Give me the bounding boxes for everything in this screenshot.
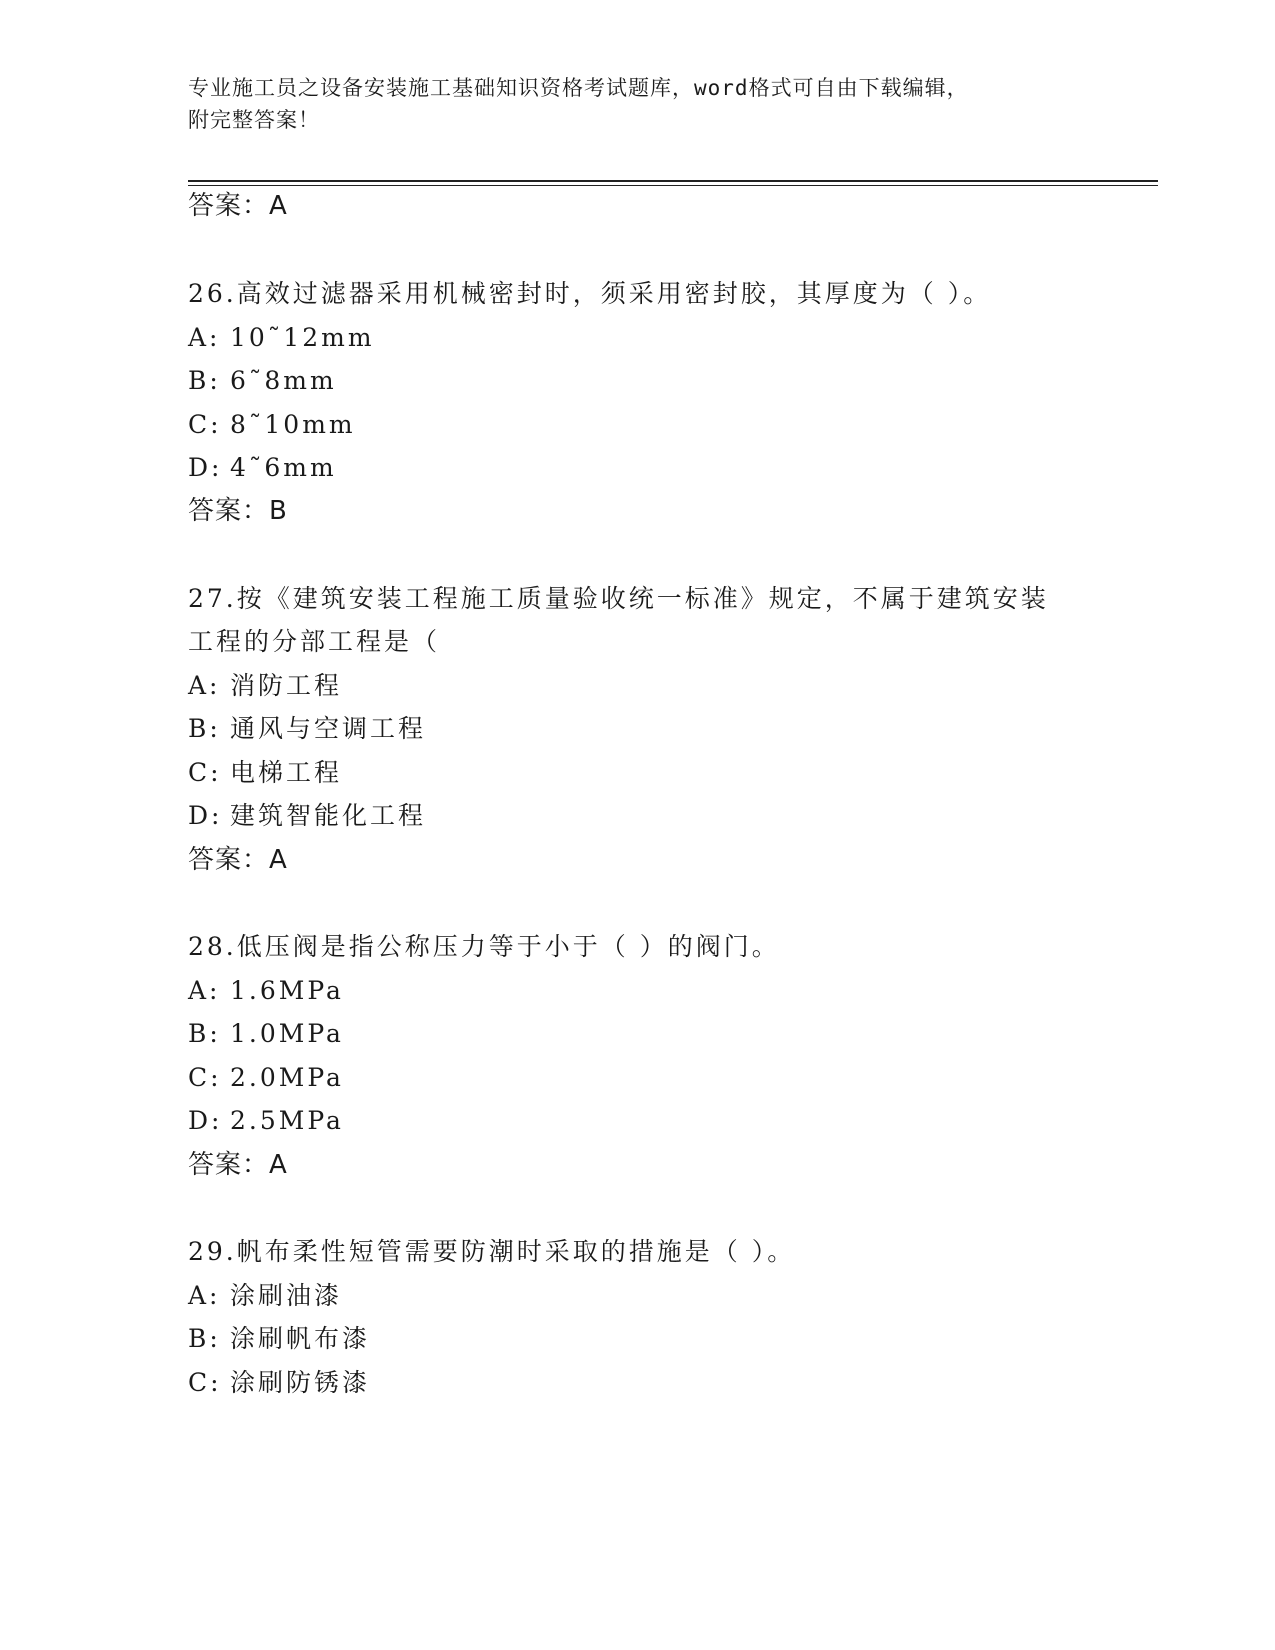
question-28-answer — [188, 1147, 288, 1183]
header-divider-thick — [188, 180, 1158, 182]
question-number: 26. — [188, 279, 237, 308]
question-number: 29. — [188, 1237, 237, 1266]
question-stem: 帆布柔性短管需要防潮时采取的措施是（ ）。 — [236, 1237, 796, 1266]
question-stem: 按《建筑安装工程施工质量验收统一标准》规定，不属于建筑安装 — [236, 584, 1049, 613]
question-27-stem-cont — [188, 624, 440, 660]
question-27-option-a — [188, 668, 342, 704]
option-text: 通风与空调工程 — [230, 714, 427, 743]
answer-value: B — [269, 496, 288, 526]
option-text: 10˜12mm — [230, 323, 375, 352]
question-number: 28. — [188, 932, 237, 961]
question-28-option-d — [188, 1103, 344, 1139]
option-key: D: — [188, 1106, 223, 1135]
question-26-option-b — [188, 363, 337, 399]
option-text: 消防工程 — [230, 671, 343, 700]
header-line-2: 附完整答案！ — [188, 108, 320, 132]
answer-label: 答案： — [188, 845, 270, 875]
option-key: C: — [188, 1063, 222, 1092]
question-27-option-d — [188, 798, 426, 834]
question-27-answer — [188, 842, 288, 878]
question-28-option-c — [188, 1060, 344, 1096]
option-text: 涂刷帆布漆 — [230, 1324, 371, 1353]
option-text: 建筑智能化工程 — [230, 801, 427, 830]
question-26-option-c — [188, 407, 356, 443]
option-key: B: — [188, 1019, 221, 1048]
option-text: 8˜10mm — [230, 410, 356, 439]
option-key: C: — [188, 1368, 222, 1397]
option-text: 4˜6mm — [230, 453, 337, 482]
option-key: D: — [188, 453, 223, 482]
question-27-option-c — [188, 755, 342, 791]
option-key: D: — [188, 801, 223, 830]
question-stem: 高效过滤器采用机械密封时，须采用密封胶，其厚度为（ ）。 — [236, 279, 992, 308]
question-26-option-a — [188, 320, 375, 356]
option-text: 6˜8mm — [230, 366, 337, 395]
document-header — [188, 72, 1088, 136]
option-text: 2.5MPa — [230, 1106, 344, 1135]
question-28-stem — [188, 929, 780, 965]
option-text: 1.0MPa — [230, 1019, 344, 1048]
option-key: A: — [188, 671, 221, 700]
option-key: C: — [188, 410, 222, 439]
answer-label: 答案： — [188, 1150, 270, 1180]
question-number: 27. — [188, 584, 237, 613]
option-key: A: — [188, 976, 221, 1005]
option-key: C: — [188, 758, 222, 787]
answer-label: 答案： — [188, 191, 270, 221]
question-26-option-d — [188, 450, 337, 486]
option-text: 2.0MPa — [230, 1063, 344, 1092]
question-stem: 低压阀是指公称压力等于小于（ ）的阀门。 — [236, 932, 780, 961]
question-26-answer — [188, 493, 288, 529]
question-stem: 工程的分部工程是（ — [188, 627, 441, 656]
answer-value: A — [269, 1150, 288, 1180]
question-29-option-a — [188, 1278, 342, 1314]
question-29-option-b — [188, 1321, 370, 1357]
option-text: 1.6MPa — [230, 976, 344, 1005]
header-divider-thin — [188, 185, 1158, 186]
question-27-option-b — [188, 711, 426, 747]
header-line-1: 专业施工员之设备安装施工基础知识资格考试题库，word格式可自由下载编辑， — [188, 76, 969, 100]
question-28-option-a — [188, 973, 344, 1009]
option-text: 涂刷油漆 — [230, 1281, 343, 1310]
answer-value: A — [269, 191, 288, 221]
option-text: 电梯工程 — [230, 758, 343, 787]
option-key: A: — [188, 1281, 221, 1310]
question-29-stem — [188, 1234, 795, 1270]
option-key: B: — [188, 714, 221, 743]
answer-value: A — [269, 845, 288, 875]
option-key: A: — [188, 323, 221, 352]
question-28-option-b — [188, 1016, 344, 1052]
option-key: B: — [188, 366, 221, 395]
option-text: 涂刷防锈漆 — [230, 1368, 371, 1397]
question-29-option-c — [188, 1365, 370, 1401]
option-key: B: — [188, 1324, 221, 1353]
question-27-stem — [188, 581, 1049, 617]
answer-line-prev — [188, 188, 288, 224]
answer-label: 答案： — [188, 496, 270, 526]
question-26-stem — [188, 276, 991, 312]
